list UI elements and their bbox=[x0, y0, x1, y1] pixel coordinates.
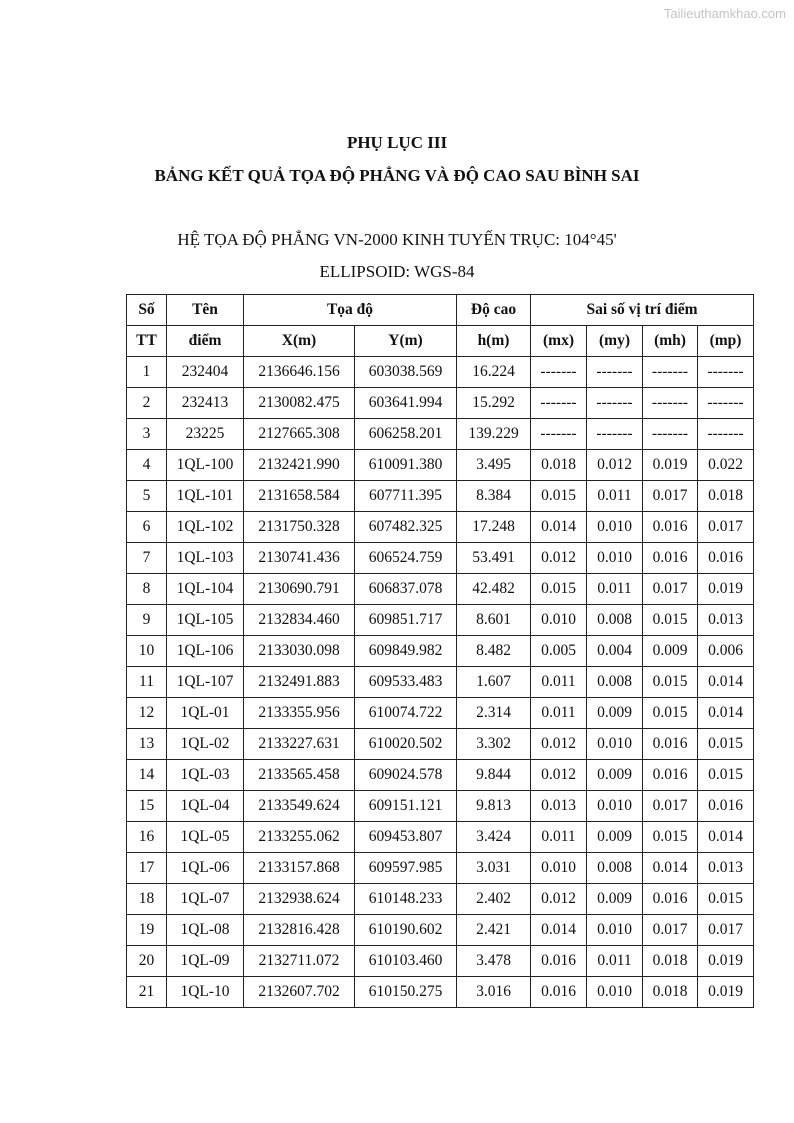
cell-point-name: 1QL-102 bbox=[167, 512, 244, 543]
cell-x: 2132607.702 bbox=[244, 977, 355, 1008]
cell-mp: 0.018 bbox=[698, 481, 754, 512]
cell-x: 2132816.428 bbox=[244, 915, 355, 946]
cell-y: 607482.325 bbox=[355, 512, 457, 543]
cell-mp: 0.017 bbox=[698, 915, 754, 946]
cell-my: 0.011 bbox=[587, 574, 643, 605]
cell-mx: 0.011 bbox=[531, 667, 587, 698]
cell-my: ------- bbox=[587, 419, 643, 450]
table-row bbox=[127, 543, 754, 574]
table-title: BẢNG KẾT QUẢ TỌA ĐỘ PHẲNG VÀ ĐỘ CAO SAU BÌNH SAI bbox=[154, 166, 640, 185]
cell-point-name: 1QL-05 bbox=[167, 822, 244, 853]
cell-mh: 0.019 bbox=[643, 450, 698, 481]
header-row-1 bbox=[127, 295, 754, 326]
cell-y: 610103.460 bbox=[355, 946, 457, 977]
cell-x: 2133030.098 bbox=[244, 636, 355, 667]
table-row bbox=[127, 946, 754, 977]
cell-y: 606837.078 bbox=[355, 574, 457, 605]
cell-h: 2.402 bbox=[457, 884, 531, 915]
cell-mp: 0.022 bbox=[698, 450, 754, 481]
cell-point-name: 1QL-06 bbox=[167, 853, 244, 884]
cell-mp: 0.015 bbox=[698, 729, 754, 760]
cell-mp: 0.013 bbox=[698, 605, 754, 636]
cell-point-name: 1QL-10 bbox=[167, 977, 244, 1008]
cell-mh: 0.017 bbox=[643, 574, 698, 605]
cell-y: 610148.233 bbox=[355, 884, 457, 915]
table-row bbox=[127, 977, 754, 1008]
cell-x: 2132421.990 bbox=[244, 450, 355, 481]
cell-mh: ------- bbox=[643, 388, 698, 419]
cell-x: 2132711.072 bbox=[244, 946, 355, 977]
header-so: Số bbox=[127, 295, 167, 326]
cell-y: 610190.602 bbox=[355, 915, 457, 946]
cell-h: 2.314 bbox=[457, 698, 531, 729]
cell-mh: 0.015 bbox=[643, 667, 698, 698]
table-row bbox=[127, 729, 754, 760]
cell-h: 8.384 bbox=[457, 481, 531, 512]
cell-mp: 0.017 bbox=[698, 512, 754, 543]
cell-mh: 0.016 bbox=[643, 512, 698, 543]
cell-h: 3.302 bbox=[457, 729, 531, 760]
cell-y: 609151.121 bbox=[355, 791, 457, 822]
cell-x: 2136646.156 bbox=[244, 357, 355, 388]
cell-mx: 0.011 bbox=[531, 822, 587, 853]
cell-y: 606258.201 bbox=[355, 419, 457, 450]
cell-my: 0.008 bbox=[587, 853, 643, 884]
cell-h: 8.482 bbox=[457, 636, 531, 667]
cell-mp: ------- bbox=[698, 388, 754, 419]
cell-mh: ------- bbox=[643, 357, 698, 388]
cell-mh: 0.015 bbox=[643, 698, 698, 729]
cell-x: 2133157.868 bbox=[244, 853, 355, 884]
cell-point-name: 23225 bbox=[167, 419, 244, 450]
cell-y: 609024.578 bbox=[355, 760, 457, 791]
cell-mh: 0.016 bbox=[643, 884, 698, 915]
cell-point-name: 1QL-09 bbox=[167, 946, 244, 977]
appendix-title: PHỤ LỤC III bbox=[346, 133, 448, 152]
cell-mp: 0.006 bbox=[698, 636, 754, 667]
cell-h: 3.424 bbox=[457, 822, 531, 853]
cell-index: 3 bbox=[127, 419, 167, 450]
cell-mp: 0.016 bbox=[698, 791, 754, 822]
cell-mx: 0.005 bbox=[531, 636, 587, 667]
cell-y: 609597.985 bbox=[355, 853, 457, 884]
cell-h: 3.016 bbox=[457, 977, 531, 1008]
cell-point-name: 1QL-02 bbox=[167, 729, 244, 760]
cell-y: 607711.395 bbox=[355, 481, 457, 512]
cell-mx: 0.016 bbox=[531, 946, 587, 977]
cell-point-name: 232413 bbox=[167, 388, 244, 419]
cell-point-name: 1QL-100 bbox=[167, 450, 244, 481]
cell-index: 16 bbox=[127, 822, 167, 853]
header-mh: (mh) bbox=[643, 326, 698, 357]
header-do-cao: Độ cao bbox=[457, 295, 531, 326]
cell-h: 3.031 bbox=[457, 853, 531, 884]
cell-mp: 0.016 bbox=[698, 543, 754, 574]
cell-x: 2131750.328 bbox=[244, 512, 355, 543]
cell-h: 8.601 bbox=[457, 605, 531, 636]
table-row bbox=[127, 853, 754, 884]
cell-mh: 0.016 bbox=[643, 729, 698, 760]
cell-mp: 0.015 bbox=[698, 884, 754, 915]
cell-point-name: 1QL-01 bbox=[167, 698, 244, 729]
table-row bbox=[127, 822, 754, 853]
cell-mh: 0.018 bbox=[643, 977, 698, 1008]
watermark-text: Tailieuthamkhao.com bbox=[663, 6, 786, 21]
cell-x: 2130082.475 bbox=[244, 388, 355, 419]
cell-index: 8 bbox=[127, 574, 167, 605]
cell-h: 3.478 bbox=[457, 946, 531, 977]
cell-mx: 0.012 bbox=[531, 729, 587, 760]
cell-mh: 0.017 bbox=[643, 791, 698, 822]
header-x: X(m) bbox=[244, 326, 355, 357]
cell-point-name: 1QL-105 bbox=[167, 605, 244, 636]
cell-h: 2.421 bbox=[457, 915, 531, 946]
cell-h: 9.844 bbox=[457, 760, 531, 791]
header-diem: điểm bbox=[167, 326, 244, 357]
cell-my: 0.010 bbox=[587, 977, 643, 1008]
cell-mh: 0.018 bbox=[643, 946, 698, 977]
cell-my: 0.012 bbox=[587, 450, 643, 481]
cell-y: 609533.483 bbox=[355, 667, 457, 698]
table-row bbox=[127, 884, 754, 915]
cell-mx: 0.015 bbox=[531, 574, 587, 605]
cell-index: 2 bbox=[127, 388, 167, 419]
cell-point-name: 1QL-08 bbox=[167, 915, 244, 946]
cell-index: 15 bbox=[127, 791, 167, 822]
cell-x: 2133227.631 bbox=[244, 729, 355, 760]
header-ten: Tên bbox=[167, 295, 244, 326]
cell-index: 9 bbox=[127, 605, 167, 636]
header-row-2 bbox=[127, 326, 754, 357]
table-row bbox=[127, 760, 754, 791]
cell-mp: 0.019 bbox=[698, 977, 754, 1008]
cell-index: 4 bbox=[127, 450, 167, 481]
cell-my: 0.010 bbox=[587, 791, 643, 822]
cell-mp: 0.019 bbox=[698, 574, 754, 605]
cell-y: 610074.722 bbox=[355, 698, 457, 729]
cell-mx: 0.015 bbox=[531, 481, 587, 512]
cell-index: 14 bbox=[127, 760, 167, 791]
table-row bbox=[127, 357, 754, 388]
cell-mx: 0.014 bbox=[531, 512, 587, 543]
cell-mx: 0.012 bbox=[531, 884, 587, 915]
cell-x: 2132938.624 bbox=[244, 884, 355, 915]
cell-x: 2133549.624 bbox=[244, 791, 355, 822]
cell-my: 0.010 bbox=[587, 729, 643, 760]
cell-my: 0.011 bbox=[587, 946, 643, 977]
cell-point-name: 1QL-106 bbox=[167, 636, 244, 667]
cell-mx: 0.012 bbox=[531, 760, 587, 791]
cell-mh: 0.016 bbox=[643, 543, 698, 574]
cell-mx: 0.011 bbox=[531, 698, 587, 729]
cell-my: 0.009 bbox=[587, 760, 643, 791]
header-mp: (mp) bbox=[698, 326, 754, 357]
cell-my: 0.009 bbox=[587, 698, 643, 729]
cell-my: 0.011 bbox=[587, 481, 643, 512]
cell-mp: 0.014 bbox=[698, 822, 754, 853]
cell-y: 610150.275 bbox=[355, 977, 457, 1008]
cell-mx: ------- bbox=[531, 357, 587, 388]
cell-mx: 0.016 bbox=[531, 977, 587, 1008]
cell-y: 610091.380 bbox=[355, 450, 457, 481]
cell-point-name: 1QL-104 bbox=[167, 574, 244, 605]
table-row bbox=[127, 667, 754, 698]
cell-mp: ------- bbox=[698, 419, 754, 450]
table-header bbox=[127, 295, 754, 357]
cell-mx: 0.012 bbox=[531, 543, 587, 574]
cell-index: 13 bbox=[127, 729, 167, 760]
header-mx: (mx) bbox=[531, 326, 587, 357]
results-table bbox=[126, 294, 754, 1008]
cell-index: 17 bbox=[127, 853, 167, 884]
cell-h: 9.813 bbox=[457, 791, 531, 822]
cell-mx: 0.010 bbox=[531, 605, 587, 636]
cell-point-name: 1QL-04 bbox=[167, 791, 244, 822]
cell-y: 610020.502 bbox=[355, 729, 457, 760]
cell-index: 10 bbox=[127, 636, 167, 667]
cell-index: 5 bbox=[127, 481, 167, 512]
cell-my: 0.009 bbox=[587, 884, 643, 915]
cell-my: 0.010 bbox=[587, 543, 643, 574]
cell-y: 606524.759 bbox=[355, 543, 457, 574]
cell-index: 11 bbox=[127, 667, 167, 698]
cell-mp: 0.014 bbox=[698, 667, 754, 698]
cell-my: 0.010 bbox=[587, 915, 643, 946]
table-row bbox=[127, 574, 754, 605]
cell-x: 2130690.791 bbox=[244, 574, 355, 605]
header-y: Y(m) bbox=[355, 326, 457, 357]
cell-h: 1.607 bbox=[457, 667, 531, 698]
cell-index: 7 bbox=[127, 543, 167, 574]
cell-my: 0.009 bbox=[587, 822, 643, 853]
cell-y: 603038.569 bbox=[355, 357, 457, 388]
cell-mx: ------- bbox=[531, 388, 587, 419]
table-row bbox=[127, 605, 754, 636]
cell-my: ------- bbox=[587, 388, 643, 419]
cell-y: 609851.717 bbox=[355, 605, 457, 636]
cell-point-name: 1QL-03 bbox=[167, 760, 244, 791]
cell-index: 20 bbox=[127, 946, 167, 977]
cell-index: 12 bbox=[127, 698, 167, 729]
cell-mx: 0.014 bbox=[531, 915, 587, 946]
cell-mh: 0.017 bbox=[643, 915, 698, 946]
cell-mh: 0.015 bbox=[643, 605, 698, 636]
cell-mx: 0.018 bbox=[531, 450, 587, 481]
cell-mx: 0.010 bbox=[531, 853, 587, 884]
cell-x: 2133355.956 bbox=[244, 698, 355, 729]
cell-mp: 0.014 bbox=[698, 698, 754, 729]
table-row bbox=[127, 791, 754, 822]
cell-index: 21 bbox=[127, 977, 167, 1008]
header-my: (my) bbox=[587, 326, 643, 357]
cell-x: 2130741.436 bbox=[244, 543, 355, 574]
cell-h: 17.248 bbox=[457, 512, 531, 543]
cell-index: 18 bbox=[127, 884, 167, 915]
table-body bbox=[127, 357, 754, 1008]
ellipsoid-line: ELLIPSOID: WGS-84 bbox=[319, 262, 475, 281]
cell-x: 2131658.584 bbox=[244, 481, 355, 512]
cell-my: 0.008 bbox=[587, 605, 643, 636]
cell-mp: ------- bbox=[698, 357, 754, 388]
header-h: h(m) bbox=[457, 326, 531, 357]
header-tt: TT bbox=[127, 326, 167, 357]
cell-index: 1 bbox=[127, 357, 167, 388]
cell-mp: 0.019 bbox=[698, 946, 754, 977]
cell-h: 42.482 bbox=[457, 574, 531, 605]
cell-h: 15.292 bbox=[457, 388, 531, 419]
cell-mh: 0.014 bbox=[643, 853, 698, 884]
cell-mx: 0.013 bbox=[531, 791, 587, 822]
cell-h: 16.224 bbox=[457, 357, 531, 388]
cell-index: 6 bbox=[127, 512, 167, 543]
cell-point-name: 1QL-101 bbox=[167, 481, 244, 512]
cell-x: 2133255.062 bbox=[244, 822, 355, 853]
cell-my: 0.010 bbox=[587, 512, 643, 543]
cell-mp: 0.013 bbox=[698, 853, 754, 884]
table-row bbox=[127, 419, 754, 450]
cell-mh: 0.015 bbox=[643, 822, 698, 853]
cell-y: 609849.982 bbox=[355, 636, 457, 667]
cell-point-name: 232404 bbox=[167, 357, 244, 388]
cell-mx: ------- bbox=[531, 419, 587, 450]
cell-x: 2133565.458 bbox=[244, 760, 355, 791]
cell-y: 609453.807 bbox=[355, 822, 457, 853]
table-row bbox=[127, 512, 754, 543]
cell-point-name: 1QL-07 bbox=[167, 884, 244, 915]
cell-x: 2127665.308 bbox=[244, 419, 355, 450]
header-toa-do: Tọa độ bbox=[244, 295, 457, 326]
cell-y: 603641.994 bbox=[355, 388, 457, 419]
cell-my: 0.004 bbox=[587, 636, 643, 667]
cell-mp: 0.015 bbox=[698, 760, 754, 791]
cell-point-name: 1QL-107 bbox=[167, 667, 244, 698]
coordinate-system-line: HỆ TỌA ĐỘ PHẲNG VN-2000 KINH TUYẾN TRỤC: 104°45' bbox=[177, 230, 617, 249]
table-row bbox=[127, 481, 754, 512]
cell-index: 19 bbox=[127, 915, 167, 946]
table-row bbox=[127, 450, 754, 481]
cell-x: 2132834.460 bbox=[244, 605, 355, 636]
cell-x: 2132491.883 bbox=[244, 667, 355, 698]
cell-mh: 0.017 bbox=[643, 481, 698, 512]
cell-h: 139.229 bbox=[457, 419, 531, 450]
header-sai-so: Sai số vị trí điểm bbox=[531, 295, 754, 326]
cell-my: ------- bbox=[587, 357, 643, 388]
cell-my: 0.008 bbox=[587, 667, 643, 698]
cell-point-name: 1QL-103 bbox=[167, 543, 244, 574]
cell-h: 53.491 bbox=[457, 543, 531, 574]
cell-h: 3.495 bbox=[457, 450, 531, 481]
cell-mh: ------- bbox=[643, 419, 698, 450]
table-row bbox=[127, 636, 754, 667]
cell-mh: 0.016 bbox=[643, 760, 698, 791]
table-row bbox=[127, 388, 754, 419]
table-row bbox=[127, 915, 754, 946]
cell-mh: 0.009 bbox=[643, 636, 698, 667]
table-row bbox=[127, 698, 754, 729]
